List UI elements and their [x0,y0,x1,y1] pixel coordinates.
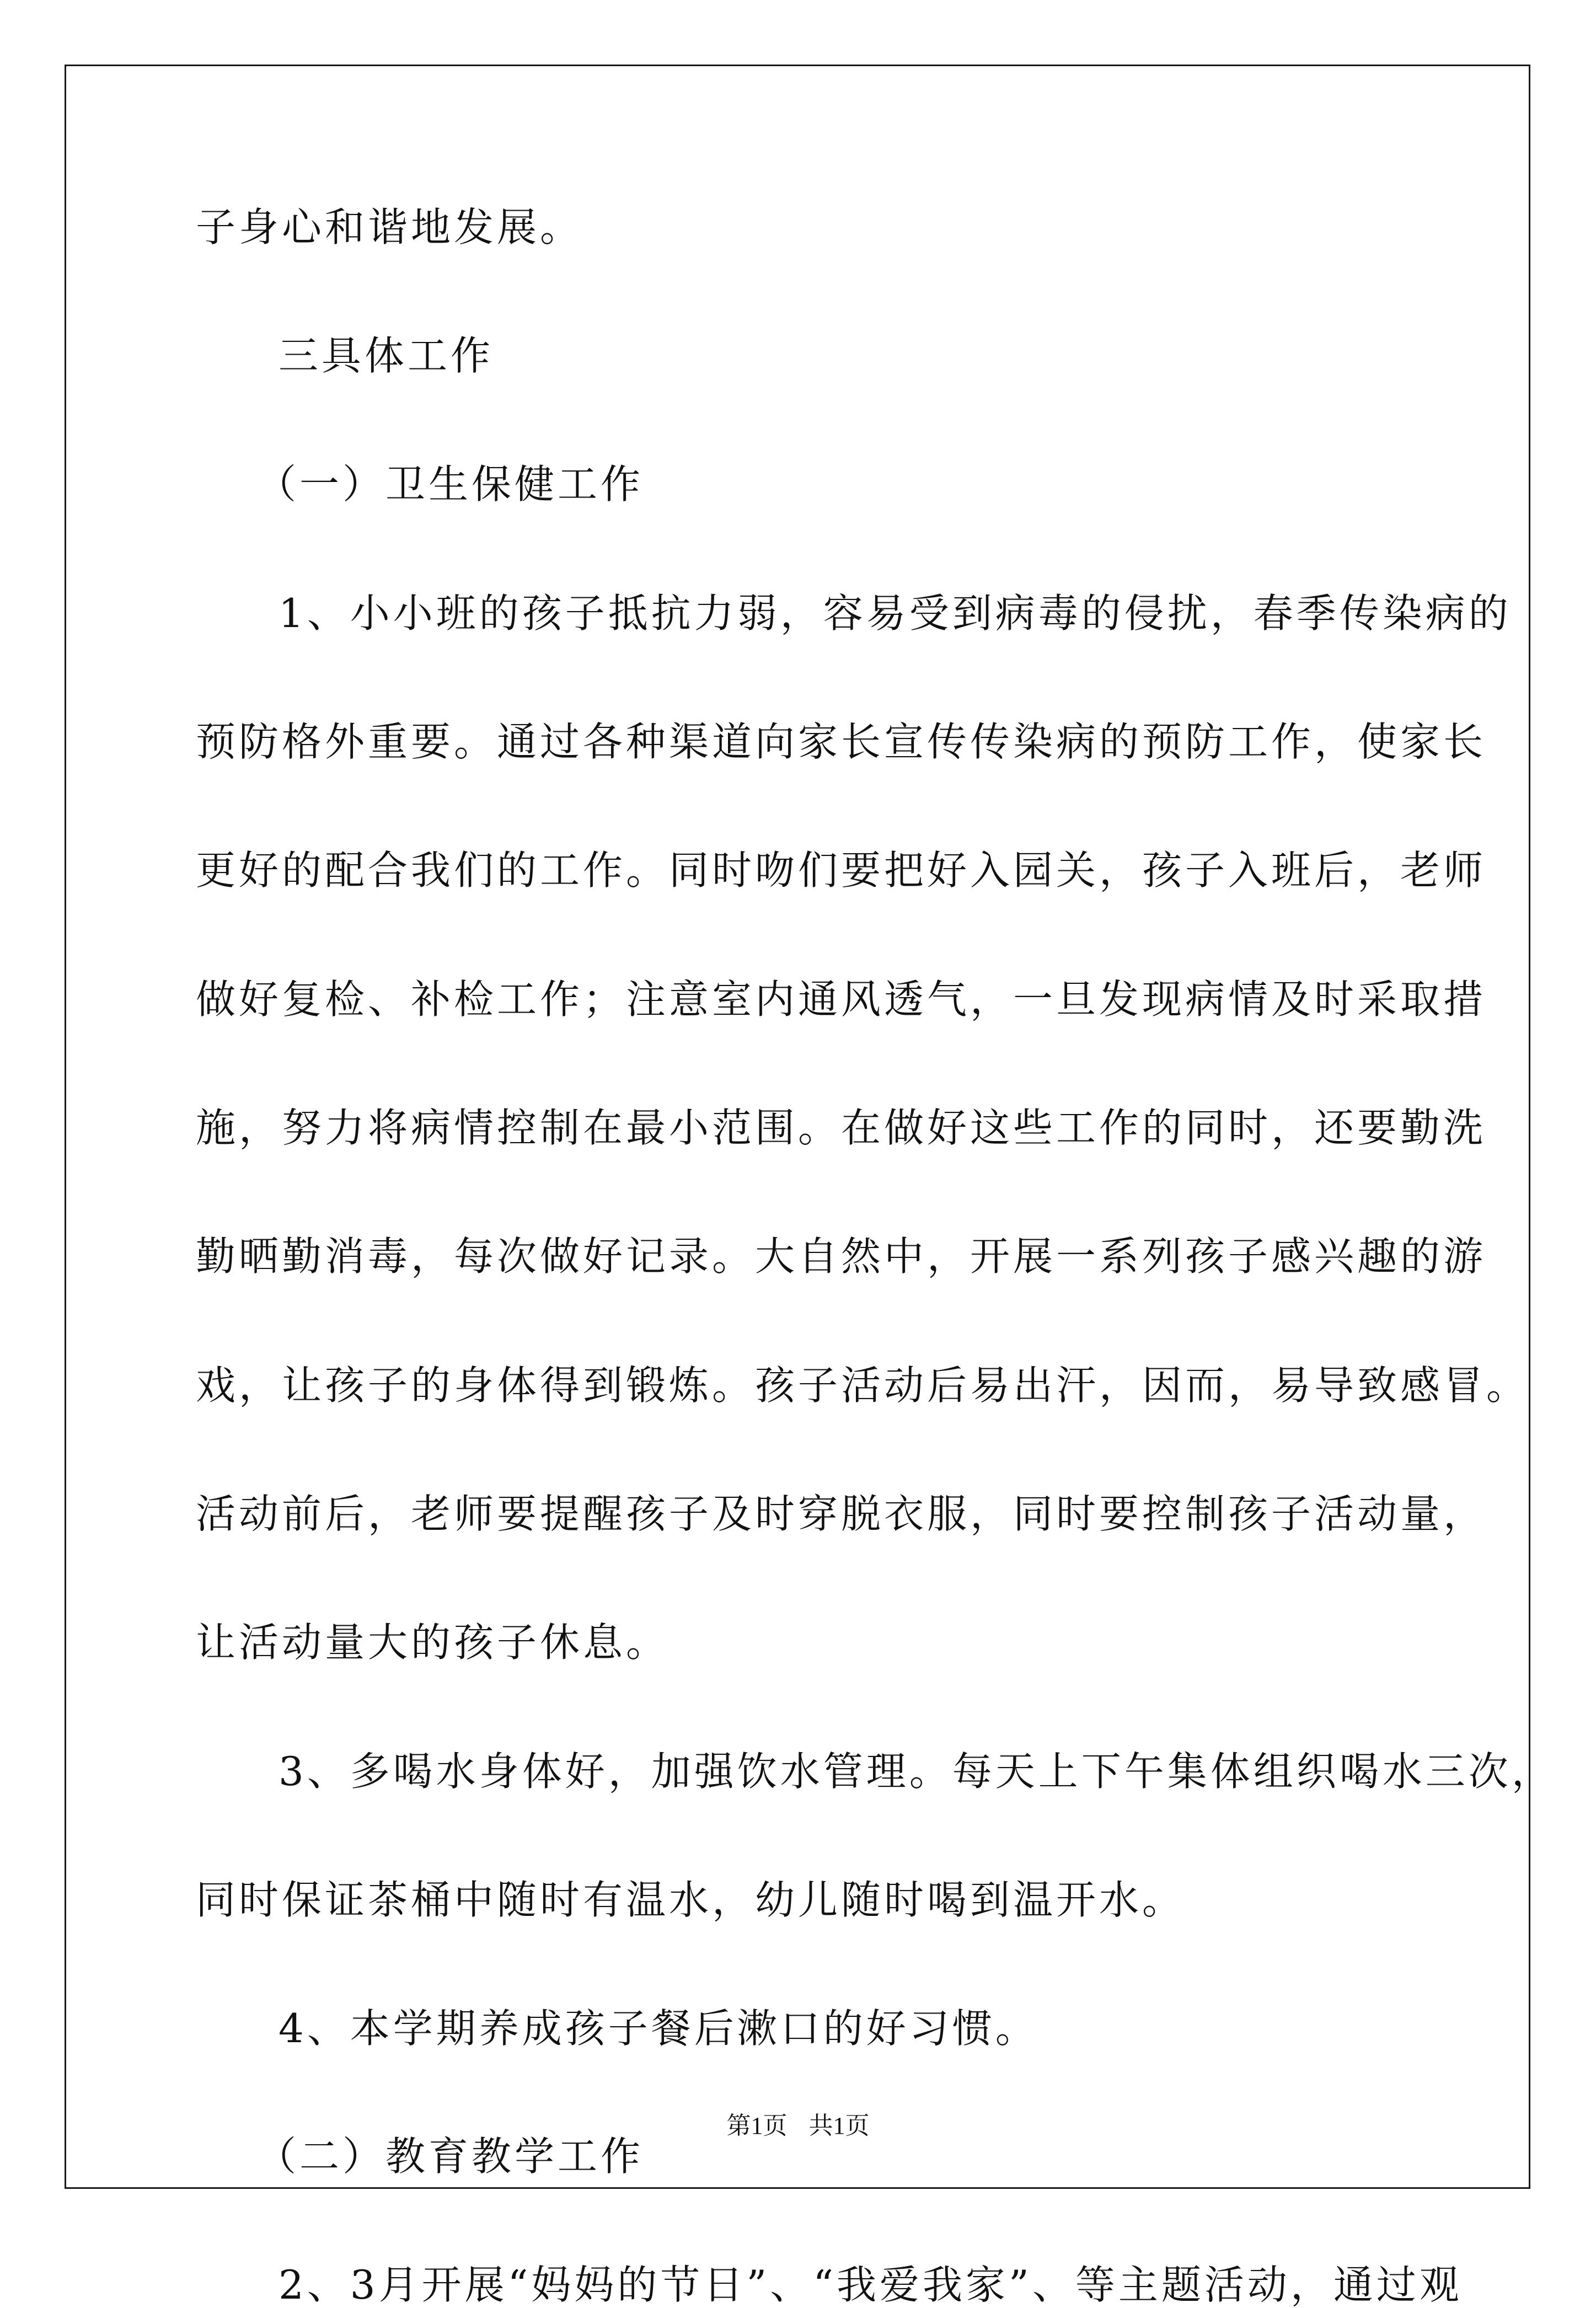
paragraph-line: 3、多喝水身体好，加强饮水管理。每天上下午集体组织喝水三次， [279,1748,1555,1795]
page-number: 第1页 [726,2112,788,2139]
paragraph-line: 活动前后，老师要提醒孩子及时穿脱衣服，同时要控制孩子活动量， [196,1491,1487,1537]
paragraph-line: 戏，让孩子的身体得到锻炼。孩子活动后易出汗，因而，易导致感冒。 [196,1362,1530,1409]
paragraph-line: 4、本学期养成孩子餐后漱口的好习惯。 [279,2005,1038,2052]
paragraph-line: 勤晒勤消毒，每次做好记录。大自然中，开展一系列孩子感兴趣的游 [196,1233,1487,1279]
page-footer [0,2106,1596,2141]
paragraph-line: 做好复检、补检工作；注意室内通风透气，一旦发现病情及时采取措 [196,976,1487,1022]
paragraph-line: 2、3月开展“妈妈的节日”、“我爱我家”、等主题活动，通过观 [279,2262,1463,2308]
paragraph-line: 1、小小班的孩子抵抗力弱，容易受到病毒的侵扰，春季传染病的 [279,590,1512,636]
subsection-heading: （一）卫生保健工作 [256,461,644,507]
paragraph-line: 施，努力将病情控制在最小范围。在做好这些工作的同时，还要勤洗 [196,1105,1487,1151]
paragraph-line: 子身心和谐地发展。 [196,204,583,250]
subsection-heading: （二）教育教学工作 [256,2133,644,2180]
paragraph-line: 预防格外重要。通过各种渠道向家长宣传传染病的预防工作，使家长 [196,719,1487,765]
paragraph-line: 让活动量大的孩子休息。 [196,1619,670,1666]
paragraph-line: 同时保证茶桶中随时有温水，幼儿随时喝到温开水。 [196,1877,1186,1923]
page-total: 共1页 [808,2112,870,2139]
section-heading: 三具体工作 [279,333,494,379]
paragraph-line: 更好的配合我们的工作。同时吻们要把好入园关，孩子入班后，老师 [196,847,1487,893]
